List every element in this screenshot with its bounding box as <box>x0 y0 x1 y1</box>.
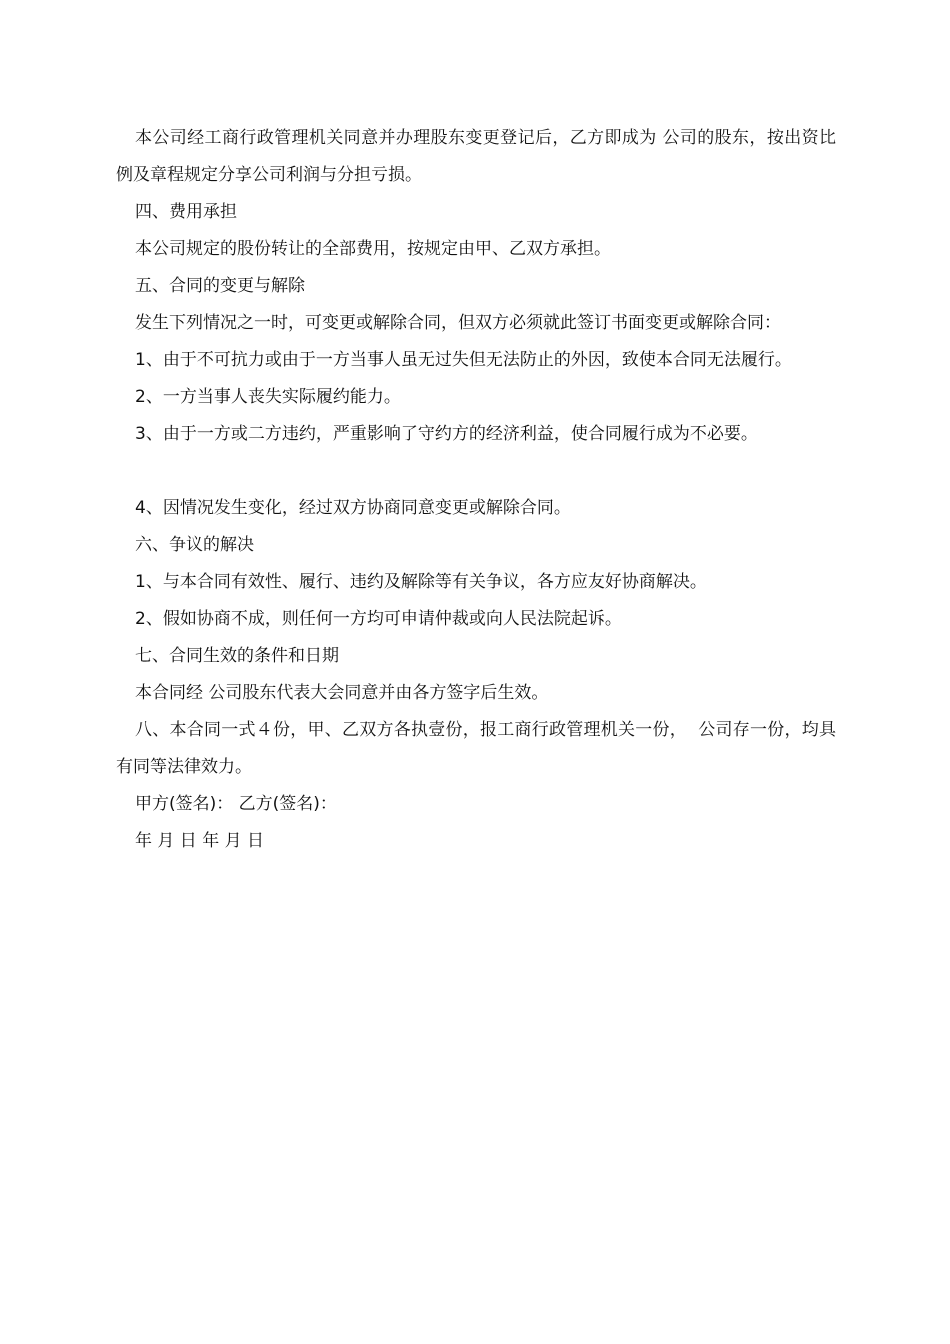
document-body <box>116 120 836 860</box>
clause-changed-circumstances: 4、因情况发生变化，经过双方协商同意变更或解除合同。 <box>135 498 571 518</box>
heading-dispute-resolution: 六、争议的解决 <box>135 535 254 555</box>
paragraph-effective-condition: 本合同经 公司股东代表大会同意并由各方签字后生效。 <box>135 683 549 703</box>
clause-force-majeure: 1、由于不可抗力或由于一方当事人虽无过失但无法防止的外因，致使本合同无法履行。 <box>135 350 792 370</box>
heading-fee-bearing: 四、费用承担 <box>135 202 237 222</box>
clause-incapacity: 2、一方当事人丧失实际履约能力。 <box>135 387 401 407</box>
signature-line: 甲方(签名)： 乙方(签名)： <box>135 794 337 814</box>
clause-copies: 八、本合同一式４份，甲、乙双方各执壹份，报工商行政管理机关一份， 公司存一份，均具有同等法律效力。 <box>116 720 836 777</box>
heading-effective-date: 七、合同生效的条件和日期 <box>135 646 339 666</box>
paragraph-fees: 本公司规定的股份转让的全部费用，按规定由甲、乙双方承担。 <box>135 239 611 259</box>
clause-negotiation: 1、与本合同有效性、履行、违约及解除等有关争议，各方应友好协商解决。 <box>135 572 707 592</box>
clause-arbitration: 2、假如协商不成，则任何一方均可申请仲裁或向人民法院起诉。 <box>135 609 622 629</box>
paragraph-gap <box>116 453 836 490</box>
paragraph-shareholder-registration: 本公司经工商行政管理机关同意并办理股东变更登记后，乙方即成为 公司的股东，按出资比例及章程规定分享公司利润与分担亏损。 <box>116 128 836 185</box>
date-line: 年 月 日 年 月 日 <box>135 831 265 851</box>
clause-breach: 3、由于一方或二方违约，严重影响了守约方的经济利益，使合同履行成为不必要。 <box>135 424 758 444</box>
paragraph-change-conditions: 发生下列情况之一时，可变更或解除合同，但双方必须就此签订书面变更或解除合同： <box>135 313 781 333</box>
heading-contract-change: 五、合同的变更与解除 <box>135 276 305 296</box>
